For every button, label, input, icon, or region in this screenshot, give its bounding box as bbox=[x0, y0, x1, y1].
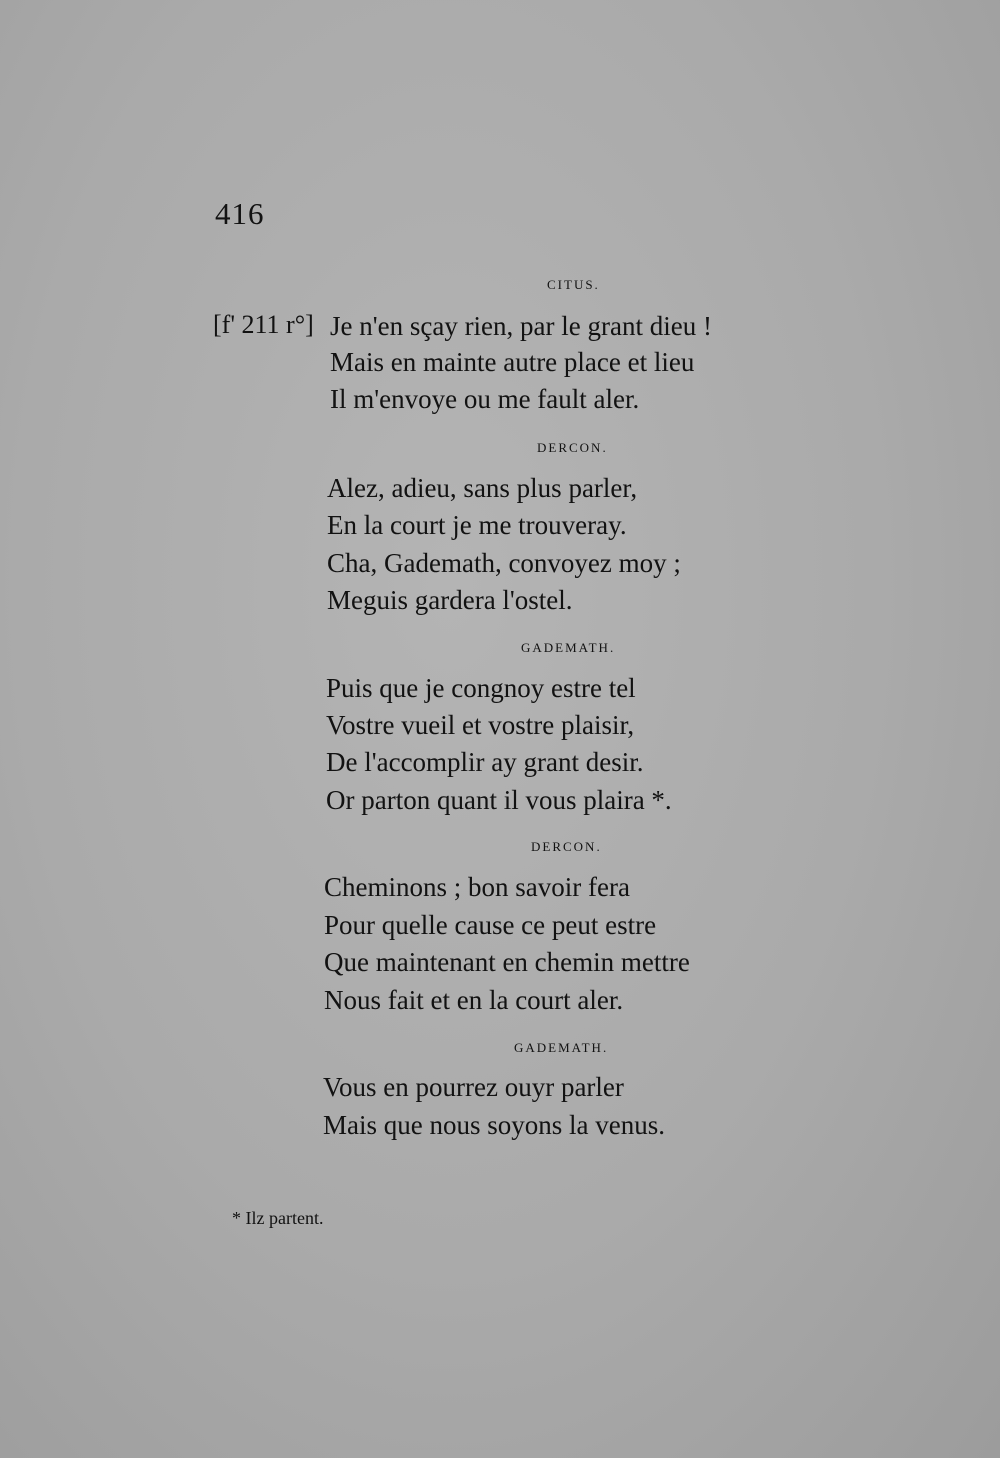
verse-line: Il m'envoye ou me fault aler. bbox=[330, 384, 640, 414]
verse-line: Puis que je congnoy estre tel bbox=[326, 673, 636, 703]
verse-line: Alez, adieu, sans plus parler, bbox=[327, 473, 638, 503]
verse-line: Vostre vueil et vostre plaisir, bbox=[326, 710, 635, 740]
verse-line: Or parton quant il vous plaira *. bbox=[326, 785, 672, 815]
verse-line: Vous en pourrez ouyr parler bbox=[323, 1072, 624, 1102]
footnote: * Ilz partent. bbox=[232, 1208, 324, 1228]
speaker-name: CITUS. bbox=[547, 277, 600, 292]
speaker-name: GADEMATH. bbox=[514, 1040, 609, 1055]
speaker-name: DERCON. bbox=[531, 839, 602, 854]
folio-reference: [f' 211 r°] bbox=[213, 310, 314, 339]
verse-line: Que maintenant en chemin mettre bbox=[324, 947, 690, 977]
verse-line: Cheminons ; bon savoir fera bbox=[324, 872, 630, 902]
verse-line: Mais que nous soyons la venus. bbox=[323, 1110, 665, 1140]
verse-line: Meguis gardera l'ostel. bbox=[327, 585, 573, 615]
verse-line: Mais en mainte autre place et lieu bbox=[330, 347, 695, 377]
speaker-name: DERCON. bbox=[537, 440, 608, 455]
verse-line: Pour quelle cause ce peut estre bbox=[324, 910, 657, 940]
verse-line: Je n'en sçay rien, par le grant dieu ! bbox=[330, 311, 712, 341]
verse-line: De l'accomplir ay grant desir. bbox=[326, 747, 644, 777]
verse-line: Nous fait et en la court aler. bbox=[324, 985, 624, 1015]
speaker-name: GADEMATH. bbox=[521, 640, 616, 655]
page-number: 416 bbox=[215, 196, 265, 231]
verse-line: Cha, Gademath, convoyez moy ; bbox=[327, 548, 681, 578]
verse-line: En la court je me trouveray. bbox=[327, 510, 627, 540]
